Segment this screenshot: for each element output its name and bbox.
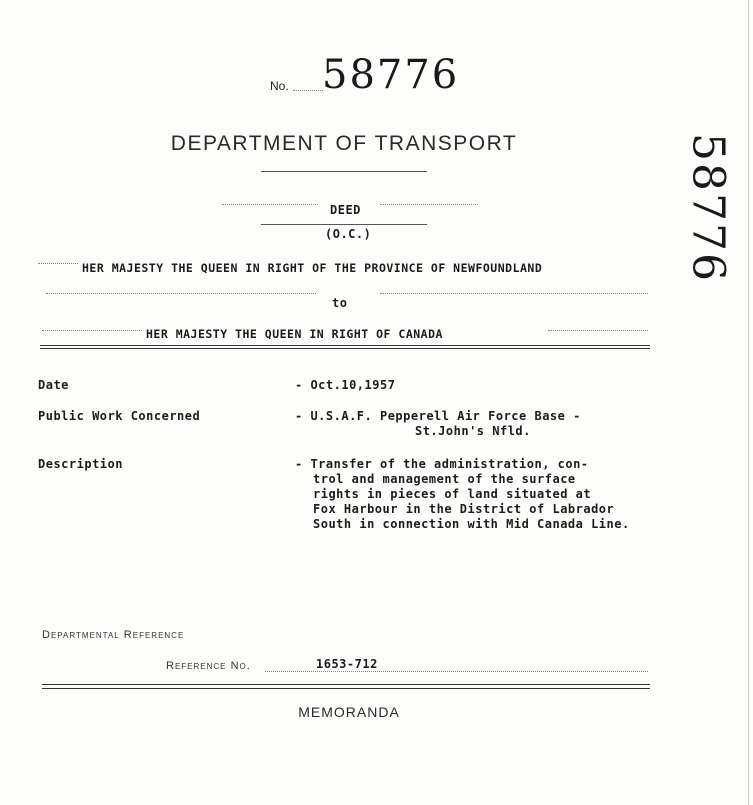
grantee-dots-left [42, 330, 142, 331]
to-text: to [332, 296, 348, 310]
deed-type: DEED [330, 203, 361, 217]
grantee-text: HER MAJESTY THE QUEEN IN RIGHT OF CANADA [146, 327, 443, 341]
date-value: - Oct.10,1957 [295, 378, 396, 392]
grantor-dots-bottom-left [46, 293, 316, 294]
page-edge [748, 0, 749, 805]
deed-number: 58776 [322, 52, 460, 98]
grantor-text: HER MAJESTY THE QUEEN IN RIGHT OF THE PROVINCE OF NEWFOUNDLAND [82, 261, 543, 275]
public-work-label: Public Work Concerned [38, 409, 201, 423]
description-line-5: South in connection with Mid Canada Line. [313, 517, 630, 531]
footer-rule-bottom [42, 688, 650, 689]
description-line-2: trol and management of the surface [313, 472, 576, 486]
deed-underline [261, 224, 427, 225]
date-label: Date [38, 378, 69, 392]
description-line-3: rights in pieces of land situated at [313, 487, 592, 501]
deed-dots-left [222, 204, 318, 205]
side-stamp-number: 58776 [682, 133, 734, 283]
reference-dots [265, 671, 648, 672]
description-line-4: Fox Harbour in the District of Labrador [313, 502, 615, 516]
departmental-reference-label: Departmental Reference [42, 629, 185, 641]
memoranda-heading: MEMORANDA [298, 704, 400, 720]
reference-number-value: 1653-712 [316, 657, 378, 671]
footer-rule-top [42, 684, 650, 685]
title-underline [261, 171, 427, 172]
department-title: DEPARTMENT OF TRANSPORT [170, 132, 518, 155]
description-text [295, 457, 630, 532]
number-dots [293, 90, 323, 91]
deed-code: (O.C.) [325, 227, 372, 241]
grantee-dots-right [548, 330, 648, 331]
reference-number-label: Reference No. [166, 660, 251, 672]
public-work-line-1: - U.S.A.F. Pepperell Air Force Base - [295, 409, 581, 423]
grantor-dots-left [38, 263, 78, 264]
section-rule-bottom [40, 348, 650, 349]
description-line-1: - Transfer of the administration, con- [295, 457, 589, 471]
number-label: No. [270, 79, 289, 93]
section-rule-top [40, 345, 650, 346]
public-work-line-2: St.John's Nfld. [415, 424, 531, 438]
deed-dots-right [380, 204, 478, 205]
grantor-dots-bottom-right [380, 293, 648, 294]
description-label: Description [38, 457, 123, 471]
